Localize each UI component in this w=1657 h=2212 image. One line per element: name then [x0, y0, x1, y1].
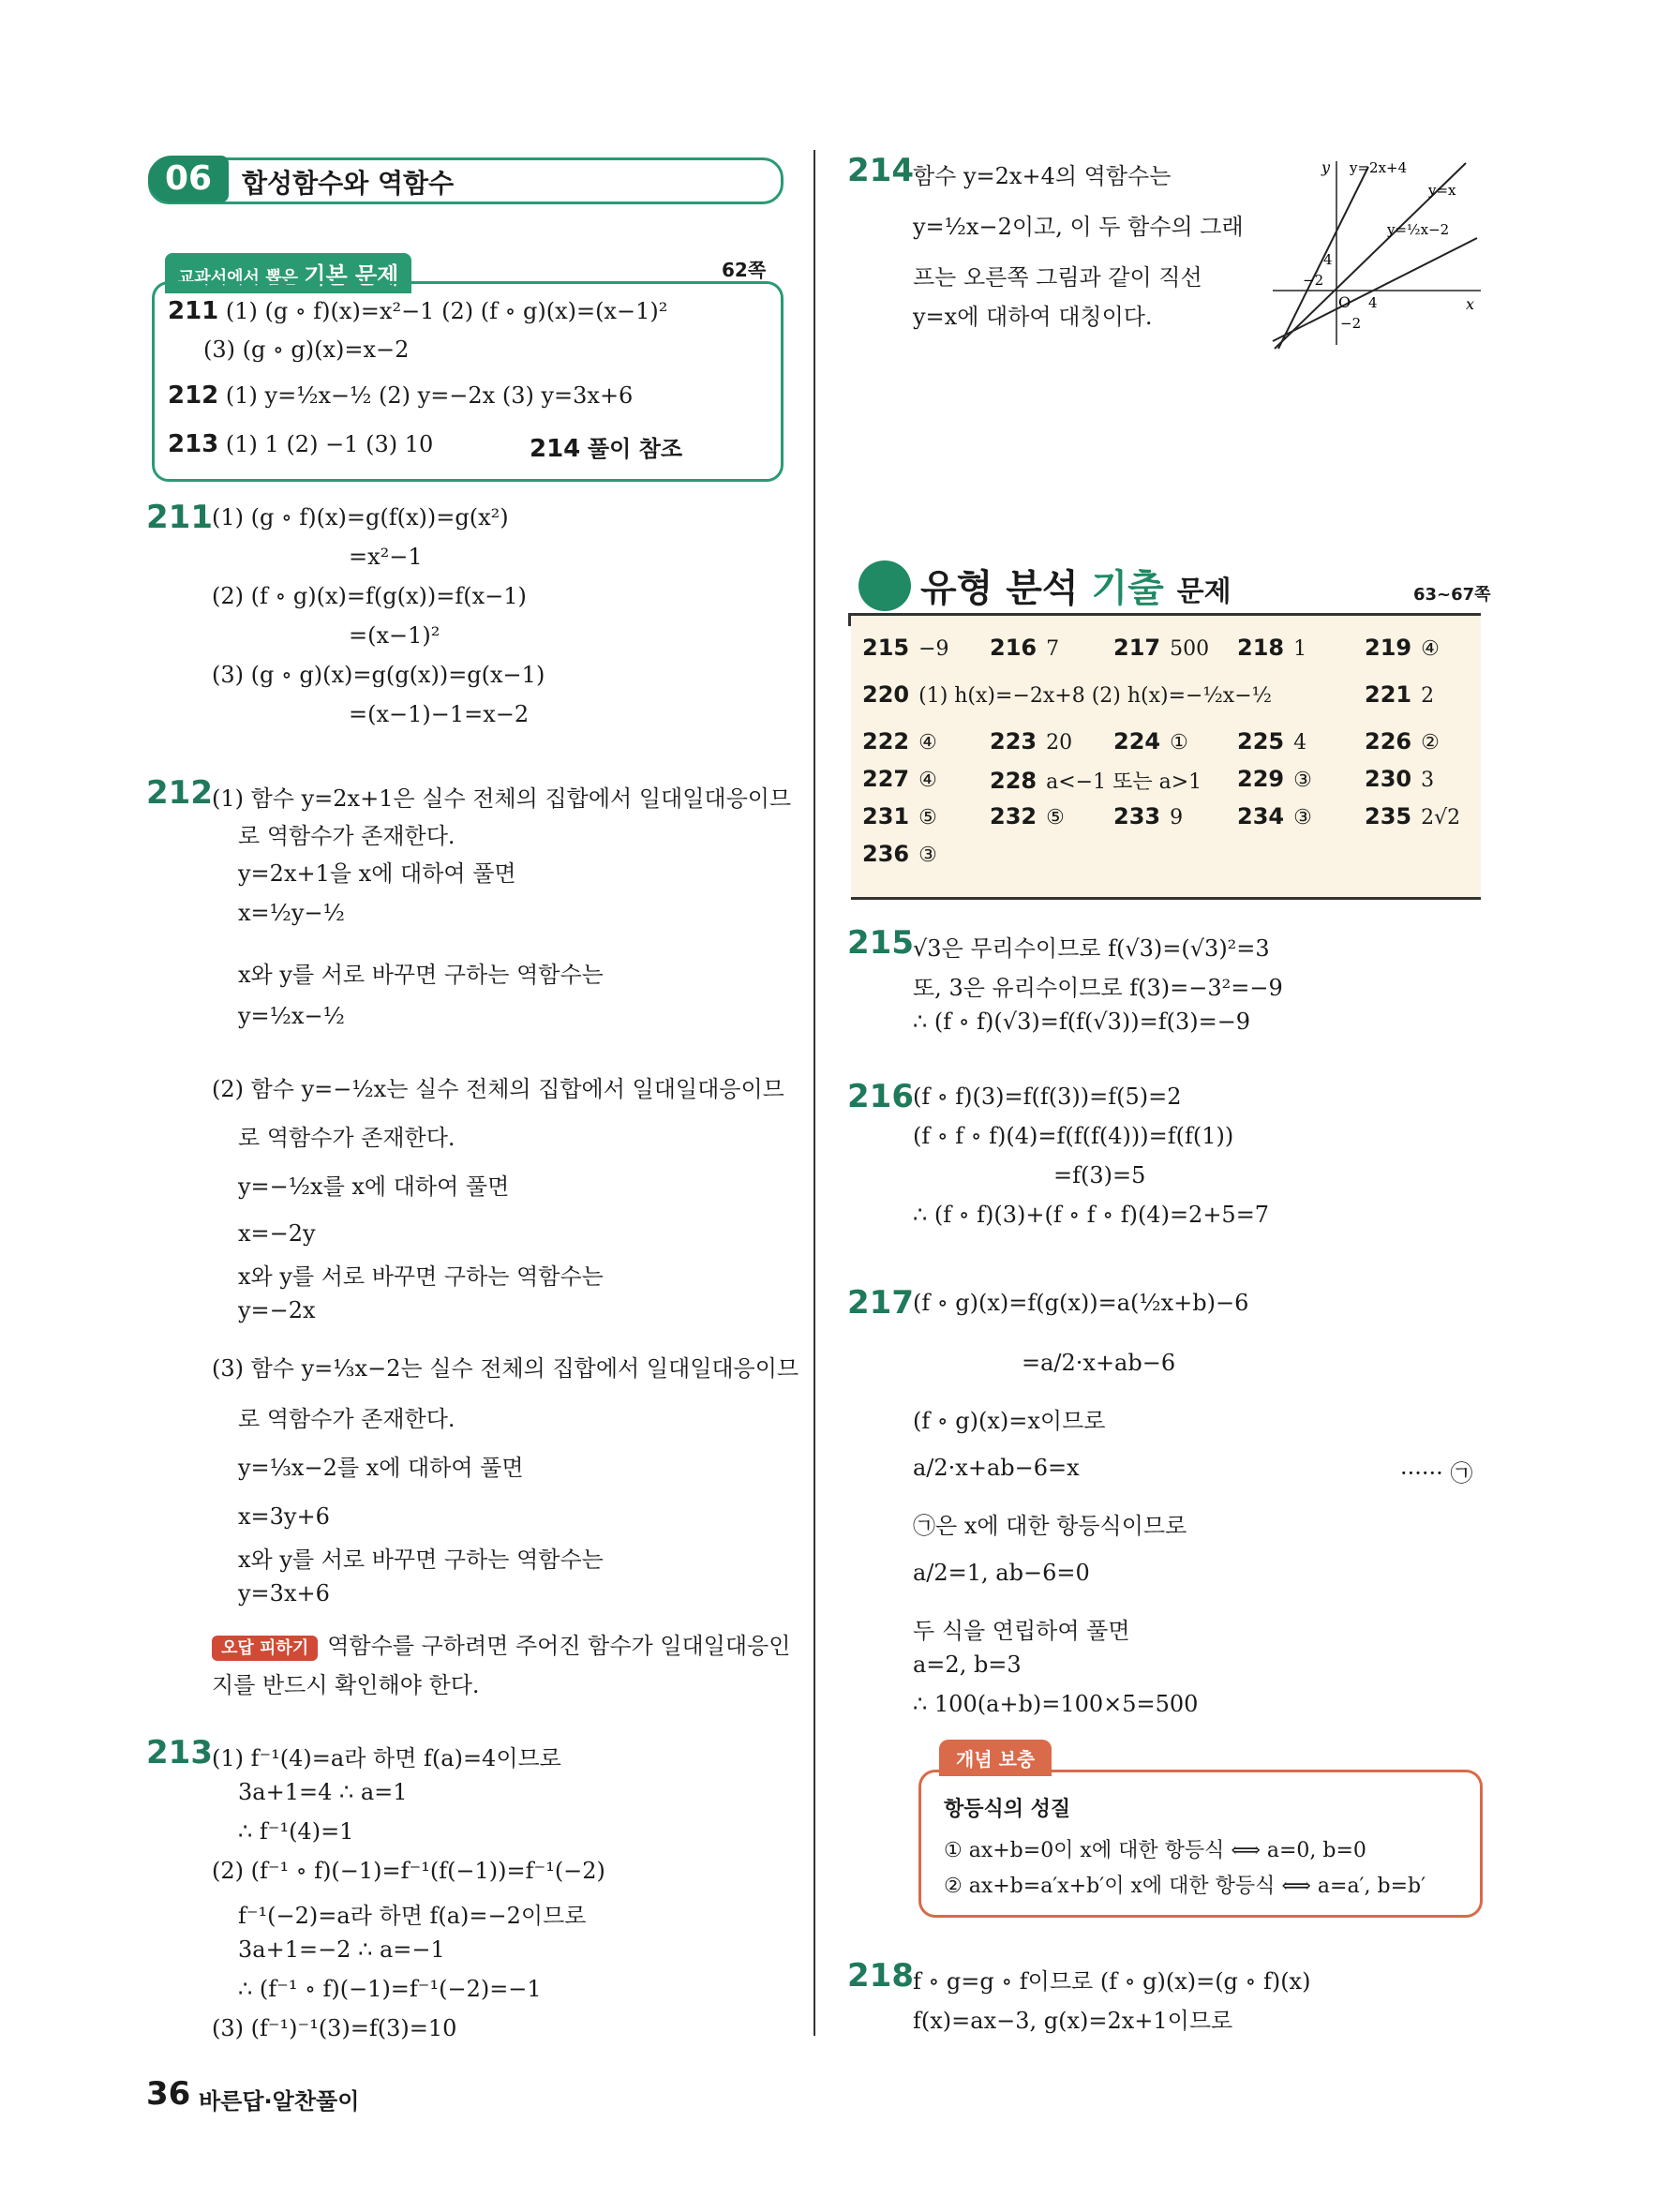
- solution-line: x와 y를 서로 바꾸면 구하는 역함수는: [238, 1547, 604, 1573]
- problem-number-216: 216: [847, 1078, 914, 1115]
- answers-table: [851, 613, 1481, 900]
- answer-item: 236 ③: [862, 841, 937, 867]
- warning-note: 오답 피하기 역함수를 구하려면 주어진 함수가 일대일대응인: [212, 1627, 790, 1660]
- solution-line: y=½x−½: [238, 1003, 345, 1029]
- solution-line: 3a+1=−2 ∴ a=−1: [238, 1936, 445, 1963]
- column-divider: [814, 150, 815, 2036]
- solution-line: (f ∘ f ∘ f)(4)=f(f(f(4)))=f(f(1)): [913, 1123, 1234, 1149]
- solution-line: y=3x+6: [238, 1580, 330, 1607]
- problem-number-214: 214: [847, 152, 914, 189]
- tick-x-4: 4: [1368, 294, 1378, 311]
- basic-answers-box: [152, 281, 784, 482]
- equation-marker: ······ ㉠: [1400, 1460, 1473, 1487]
- answer-item: 228 a<−1 또는 a>1: [990, 768, 1202, 794]
- section-number-badge: 06: [148, 156, 229, 202]
- answer-item: 230 3: [1365, 766, 1435, 792]
- solution-line: y=x에 대하여 대칭이다.: [913, 304, 1153, 330]
- answer-item: 224 ①: [1113, 728, 1188, 755]
- label-line1: y=2x+4: [1350, 159, 1408, 176]
- type-analysis-icon: [858, 560, 911, 611]
- solution-line: ∴ (f ∘ f)(√3)=f(f(√3))=f(3)=−9: [913, 1009, 1251, 1035]
- solution-line: √3은 무리수이므로 f(√3)=(√3)²=3: [913, 935, 1270, 962]
- answer-item: 234 ③: [1237, 803, 1312, 830]
- label-origin: O: [1338, 293, 1351, 311]
- solution-line: ∴ (f ∘ f)(3)+(f ∘ f ∘ f)(4)=2+5=7: [913, 1202, 1270, 1228]
- label-x: x: [1466, 295, 1475, 313]
- concept-box: [918, 1770, 1483, 1918]
- solution-line: (f ∘ f)(3)=f(f(3))=f(5)=2: [913, 1084, 1182, 1110]
- concept-line: ② ax+b=a′x+b′이 x에 대한 항등식 ⟺ a=a′, b=b′: [944, 1875, 1426, 1898]
- solution-line: x와 y를 서로 바꾸면 구하는 역함수는: [238, 1263, 604, 1290]
- solution-line: (3) 함수 y=⅓x−2는 실수 전체의 집합에서 일대일대응이므: [212, 1355, 799, 1382]
- solution-line: 로 역함수가 존재한다.: [238, 1125, 455, 1151]
- answer-item: 235 2√2: [1365, 803, 1461, 830]
- solution-line: 함수 y=2x+4의 역함수는: [913, 163, 1172, 189]
- answer-item: 223 20: [990, 728, 1073, 755]
- solution-line: (3) (f⁻¹)⁻¹(3)=f(3)=10: [212, 2015, 457, 2041]
- solution-line: ∴ f⁻¹(4)=1: [238, 1818, 354, 1845]
- solution-line: a/2·x+ab−6=x: [913, 1455, 1080, 1481]
- solution-line: 로 역함수가 존재한다.: [238, 1406, 455, 1432]
- solution-line: x=3y+6: [238, 1503, 330, 1530]
- section-title: 합성함수와 역함수: [242, 168, 455, 199]
- answer-item: 218 1: [1237, 635, 1307, 661]
- answer-item: 232 ⑤: [990, 803, 1065, 830]
- solution-line: =x²−1: [349, 544, 423, 570]
- tick-x-minus2: −2: [1303, 272, 1324, 289]
- basic-row: 212 (1) y=½x−½ (2) y=−2x (3) y=3x+6: [168, 381, 634, 410]
- solution-line: 프는 오른쪽 그림과 같이 직선: [913, 264, 1202, 291]
- answer-item: 219 ④: [1365, 635, 1440, 661]
- problem-number-211: 211: [146, 499, 213, 536]
- book-title: 바른답·알찬풀이: [199, 2088, 360, 2115]
- problem-number-213: 213: [146, 1734, 213, 1771]
- solution-line: x=½y−½: [238, 900, 345, 926]
- answer-item: 233 9: [1113, 803, 1184, 830]
- warning-note-line: 지를 반드시 확인해야 한다.: [212, 1672, 480, 1698]
- inverse-function-graph: [1265, 157, 1486, 351]
- solution-line: y=⅓x−2를 x에 대하여 풀면: [238, 1455, 524, 1481]
- label-line3: y=½x−2: [1387, 221, 1450, 238]
- answer-item: 226 ②: [1365, 728, 1440, 755]
- solution-line: (2) 함수 y=−½x는 실수 전체의 집합에서 일대일대응이므: [212, 1076, 784, 1102]
- type-analysis-title: 유형 분석 기출 문제: [920, 567, 1232, 610]
- type-page-ref: 63~67쪽: [1413, 585, 1491, 605]
- problem-number-215: 215: [847, 924, 914, 962]
- solution-line: y=−2x: [238, 1297, 316, 1323]
- solution-line: =a/2·x+ab−6: [1022, 1350, 1176, 1376]
- solution-line: ∴ (f⁻¹ ∘ f)(−1)=f⁻¹(−2)=−1: [238, 1976, 542, 2002]
- answer-item: 215 −9: [862, 635, 949, 661]
- solution-line: ㉠은 x에 대한 항등식이므로: [913, 1513, 1187, 1539]
- solution-line: (1) f⁻¹(4)=a라 하면 f(a)=4이므로: [212, 1745, 561, 1771]
- answer-item: 225 4: [1237, 728, 1307, 755]
- problem-number-217: 217: [847, 1284, 914, 1322]
- solution-line: =(x−1)²: [349, 622, 440, 649]
- solution-line: a/2=1, ab−6=0: [913, 1560, 1090, 1586]
- solution-line: (1) (g ∘ f)(x)=g(f(x))=g(x²): [212, 504, 509, 531]
- problem-number-212: 212: [146, 774, 213, 812]
- solution-line: 로 역함수가 존재한다.: [238, 823, 455, 849]
- solution-line: (3) (g ∘ g)(x)=g(g(x))=g(x−1): [212, 662, 545, 688]
- solution-line: x와 y를 서로 바꾸면 구하는 역함수는: [238, 962, 604, 988]
- basic-page-ref: 62쪽: [722, 259, 767, 281]
- solution-line: f(x)=ax−3, g(x)=2x+1이므로: [913, 2008, 1233, 2034]
- solution-line: f ∘ g=g ∘ f이므로 (f ∘ g)(x)=(g ∘ f)(x): [913, 1968, 1311, 1995]
- solution-line: (f ∘ g)(x)=x이므로: [913, 1408, 1106, 1434]
- concept-line: ① ax+b=0이 x에 대한 항등식 ⟺ a=0, b=0: [944, 1839, 1366, 1862]
- tick-y-4: 4: [1323, 251, 1333, 268]
- basic-row: 211 (1) (g ∘ f)(x)=x²−1 (2) (f ∘ g)(x)=(x−1)²: [168, 297, 668, 325]
- answer-item: 231 ⑤: [862, 803, 937, 830]
- solution-line: y=2x+1을 x에 대하여 풀면: [238, 860, 516, 887]
- label-y: y: [1321, 158, 1331, 176]
- solution-line: a=2, b=3: [913, 1652, 1022, 1678]
- label-line2: y=x: [1428, 182, 1456, 199]
- answer-item: 229 ③: [1237, 766, 1312, 792]
- solution-line: =(x−1)−1=x−2: [349, 701, 530, 727]
- solution-line: 두 식을 연립하여 풀면: [913, 1618, 1130, 1644]
- basic-row: (3) (g ∘ g)(x)=x−2: [203, 336, 410, 363]
- tick-y-minus2: −2: [1340, 315, 1362, 332]
- solution-line: x=−2y: [238, 1220, 316, 1247]
- solution-line: (2) (f ∘ g)(x)=f(g(x))=f(x−1): [212, 583, 527, 609]
- basic-label-big: 기본 문제: [304, 262, 399, 289]
- problem-number-218: 218: [847, 1957, 914, 1995]
- answer-item: 221 2: [1365, 681, 1435, 708]
- answer-item: 222 ④: [862, 728, 937, 755]
- solution-line: y=½x−2이고, 이 두 함수의 그래: [913, 214, 1244, 240]
- answer-item: 220 (1) h(x)=−2x+8 (2) h(x)=−½x−½: [862, 681, 1272, 708]
- solution-line: (1) 함수 y=2x+1은 실수 전체의 집합에서 일대일대응이므: [212, 785, 792, 812]
- concept-title: 항등식의 성질: [944, 1798, 1071, 1821]
- concept-tag: 개념 보충: [939, 1740, 1052, 1776]
- solution-line: 또, 3은 유리수이므로 f(3)=−3²=−9: [913, 975, 1283, 1001]
- basic-row: 213 (1) 1 (2) −1 (3) 10: [168, 430, 434, 458]
- answer-item: 227 ④: [862, 766, 937, 792]
- solution-line: (f ∘ g)(x)=f(g(x))=a(½x+b)−6: [913, 1290, 1249, 1316]
- solution-line: (2) (f⁻¹ ∘ f)(−1)=f⁻¹(f(−1))=f⁻¹(−2): [212, 1858, 605, 1884]
- basic-extra: 214 풀이 참조: [530, 435, 683, 463]
- solution-line: y=−½x를 x에 대하여 풀면: [238, 1173, 510, 1200]
- answer-item: 216 7: [990, 635, 1060, 661]
- solution-line: f⁻¹(−2)=a라 하면 f(a)=−2이므로: [238, 1903, 587, 1929]
- page-number: 36: [146, 2075, 191, 2113]
- solution-line: 3a+1=4 ∴ a=1: [238, 1779, 408, 1805]
- solution-line: =f(3)=5: [1053, 1162, 1146, 1188]
- warning-tag: 오답 피하기: [212, 1636, 318, 1661]
- basic-label-small: 교과서에서 뽑은: [178, 268, 298, 288]
- line-y-half-x-2: [1273, 238, 1477, 341]
- solution-line: ∴ 100(a+b)=100×5=500: [913, 1691, 1199, 1717]
- answer-item: 217 500: [1113, 635, 1210, 661]
